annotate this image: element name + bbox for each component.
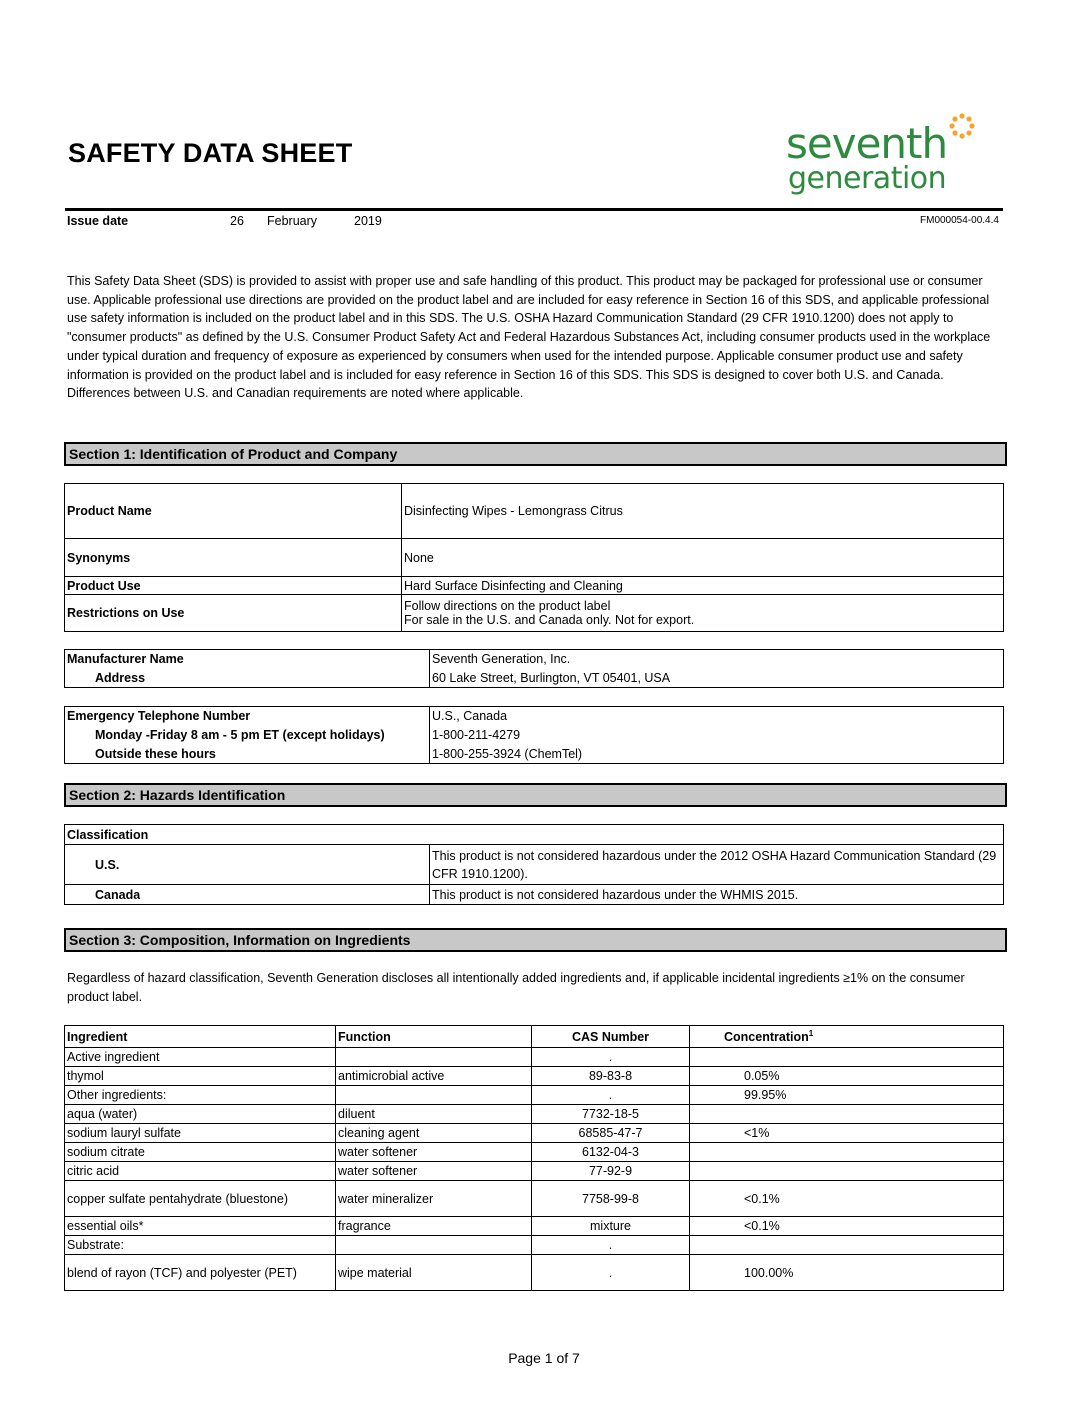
address-value: 60 Lake Street, Burlington, VT 05401, USA — [430, 669, 1004, 688]
emergency-label: Emergency Telephone Number — [65, 707, 430, 726]
manufacturer-label: Manufacturer Name — [65, 650, 430, 669]
ingredient-row — [65, 1124, 1004, 1143]
page-number: Page 1 of 7 — [508, 1350, 580, 1366]
restrictions-value — [402, 595, 1004, 632]
us-classification: This product is not considered hazardous under the 2012 OSHA Hazard Communication Standard (29 CFR 1910.1200). — [430, 845, 1004, 885]
restrictions-line-1: Follow directions on the product label — [404, 599, 611, 613]
canada-classification: This product is not considered hazardous under the WHMIS 2015. — [430, 885, 1004, 905]
ingredient-concentration — [690, 1236, 1004, 1255]
ingredient-name: sodium citrate — [65, 1143, 336, 1162]
ingredient-concentration: 100.00% — [690, 1255, 1004, 1291]
document-title: SAFETY DATA SHEET — [68, 138, 353, 168]
logo-graphic — [786, 112, 986, 198]
ingredient-function: cleaning agent — [336, 1124, 532, 1143]
ingredient-name: Other ingredients: — [65, 1086, 336, 1105]
ingredient-concentration: <0.1% — [690, 1181, 1004, 1217]
section-3-heading: Section 3: Composition, Information on Ingredients — [64, 928, 1007, 952]
ingredient-name: thymol — [65, 1067, 336, 1086]
concentration-footnote-mark: 1 — [808, 1028, 814, 1038]
manufacturer-table — [64, 649, 1004, 688]
ingredient-row — [65, 1105, 1004, 1124]
ingredient-concentration: <0.1% — [690, 1217, 1004, 1236]
ingredient-row — [65, 1086, 1004, 1105]
section-1-heading: Section 1: Identification of Product and Company — [64, 442, 1007, 466]
ingredient-cas: . — [532, 1236, 690, 1255]
intro-paragraph: This Safety Data Sheet (SDS) is provided to assist with proper use and safe handling of this product. This product may be packaged for professional use or consumer use. Applicable professional use directions are provided on the product label and are included for easy reference in Section 16 of this SDS, and applicable professional use safety information is included on the product label and in this SDS. The U.S. OSHA Hazard Communication Standard (29 CFR 1910.1200) does not apply to "consumer products" as defined by the U.S. Consumer Product Safety Act and Federal Hazardous Substances Act, including consumer products used in the workplace under typical duration and frequency of exposure as experienced by consumers when used for the intended purpose. Applicable consumer product use and safety information is provided on the product label and is included for easy reference in Section 16 of this SDS. This SDS is designed to cover both U.S. and Canada. Differences between U.S. and Canadian requirements are noted where applicable. — [67, 274, 991, 401]
product-use-label: Product Use — [65, 577, 402, 595]
synonyms-value: None — [402, 539, 1004, 577]
ingredient-name: sodium lauryl sulfate — [65, 1124, 336, 1143]
svg-text:seventh: seventh — [786, 119, 948, 168]
ingredient-cas: . — [532, 1255, 690, 1291]
product-name-label: Product Name — [65, 484, 402, 539]
ingredient-concentration — [690, 1143, 1004, 1162]
ingredient-row — [65, 1255, 1004, 1291]
ingredient-function: wipe material — [336, 1255, 532, 1291]
canada-label: Canada — [65, 885, 430, 905]
ingredient-name: citric acid — [65, 1162, 336, 1181]
ingredients-table — [64, 1025, 1004, 1291]
issue-date-label: Issue date — [67, 214, 129, 228]
ingredient-cas: . — [532, 1048, 690, 1067]
ingredient-cas: 7732-18-5 — [532, 1105, 690, 1124]
ingredient-concentration: <1% — [690, 1124, 1004, 1143]
svg-text:generation: generation — [788, 161, 947, 196]
ingredient-function: water softener — [336, 1162, 532, 1181]
section-2-heading: Section 2: Hazards Identification — [64, 783, 1007, 807]
ingredient-cas: 77-92-9 — [532, 1162, 690, 1181]
ingredient-function — [336, 1236, 532, 1255]
synonyms-label: Synonyms — [65, 539, 402, 577]
product-name-value: Disinfecting Wipes - Lemongrass Citrus — [402, 484, 1004, 539]
ingredient-row — [65, 1048, 1004, 1067]
restrictions-label: Restrictions on Use — [65, 595, 402, 632]
header-rule — [65, 208, 1003, 211]
ingredient-name: copper sulfate pentahydrate (bluestone) — [65, 1181, 336, 1217]
emergency-region: U.S., Canada — [430, 707, 1004, 726]
ingredient-row — [65, 1236, 1004, 1255]
ingredient-function — [336, 1086, 532, 1105]
ingredient-function: fragrance — [336, 1217, 532, 1236]
ingredient-function: diluent — [336, 1105, 532, 1124]
ingredient-function — [336, 1048, 532, 1067]
ingredient-cas: 7758-99-8 — [532, 1181, 690, 1217]
ingredient-name: essential oils* — [65, 1217, 336, 1236]
issue-year: 2019 — [354, 214, 382, 228]
ingredient-row — [65, 1067, 1004, 1086]
ingredient-function: water mineralizer — [336, 1181, 532, 1217]
outside-hours-label: Outside these hours — [65, 745, 430, 764]
outside-hours-phone: 1-800-255-3924 (ChemTel) — [430, 745, 1004, 764]
classification-table — [64, 824, 1004, 905]
col-function-header: Function — [336, 1026, 532, 1048]
ingredient-concentration: 99.95% — [690, 1086, 1004, 1105]
ingredient-concentration — [690, 1162, 1004, 1181]
issue-day: 26 — [230, 214, 244, 228]
ingredient-row — [65, 1162, 1004, 1181]
ingredient-function: antimicrobial active — [336, 1067, 532, 1086]
issue-month: February — [267, 214, 318, 228]
ingredient-name: Substrate: — [65, 1236, 336, 1255]
ingredient-name: aqua (water) — [65, 1105, 336, 1124]
ingredient-function: water softener — [336, 1143, 532, 1162]
hours-label: Monday -Friday 8 am - 5 pm ET (except holidays) — [65, 726, 430, 745]
col-concentration-header — [690, 1026, 1004, 1048]
concentration-header-text: Concentration — [724, 1030, 809, 1045]
col-cas-header: CAS Number — [532, 1026, 690, 1048]
ingredient-concentration — [690, 1048, 1004, 1067]
ingredient-row — [65, 1143, 1004, 1162]
seventh-generation-logo — [786, 112, 986, 198]
ingredient-row — [65, 1181, 1004, 1217]
ingredient-concentration: 0.05% — [690, 1067, 1004, 1086]
product-info-table — [64, 483, 1004, 632]
restrictions-line-2: For sale in the U.S. and Canada only. Not for export. — [404, 613, 695, 627]
disclosure-paragraph: Regardless of hazard classification, Seventh Generation discloses all intentionally added ingredients and, if applicable incidental ingredients ≥1% on the consumer product label. — [67, 971, 965, 1004]
ingredient-cas: . — [532, 1086, 690, 1105]
manufacturer-value: Seventh Generation, Inc. — [430, 650, 1004, 669]
classification-label: Classification — [65, 825, 1004, 845]
ingredient-cas: 6132-04-3 — [532, 1143, 690, 1162]
ingredient-cas: 68585-47-7 — [532, 1124, 690, 1143]
emergency-table — [64, 706, 1004, 764]
ingredient-row — [65, 1217, 1004, 1236]
us-label: U.S. — [65, 845, 430, 885]
ingredient-concentration — [690, 1105, 1004, 1124]
flower-icon — [949, 113, 974, 138]
col-ingredient-header: Ingredient — [65, 1026, 336, 1048]
ingredient-name: blend of rayon (TCF) and polyester (PET) — [65, 1255, 336, 1291]
ingredient-cas: 89-83-8 — [532, 1067, 690, 1086]
hours-phone: 1-800-211-4279 — [430, 726, 1004, 745]
ingredient-name: Active ingredient — [65, 1048, 336, 1067]
ingredient-cas: mixture — [532, 1217, 690, 1236]
document-code: FM000054-00.4.4 — [920, 215, 999, 226]
product-use-value: Hard Surface Disinfecting and Cleaning — [402, 577, 1004, 595]
address-label: Address — [65, 669, 430, 688]
